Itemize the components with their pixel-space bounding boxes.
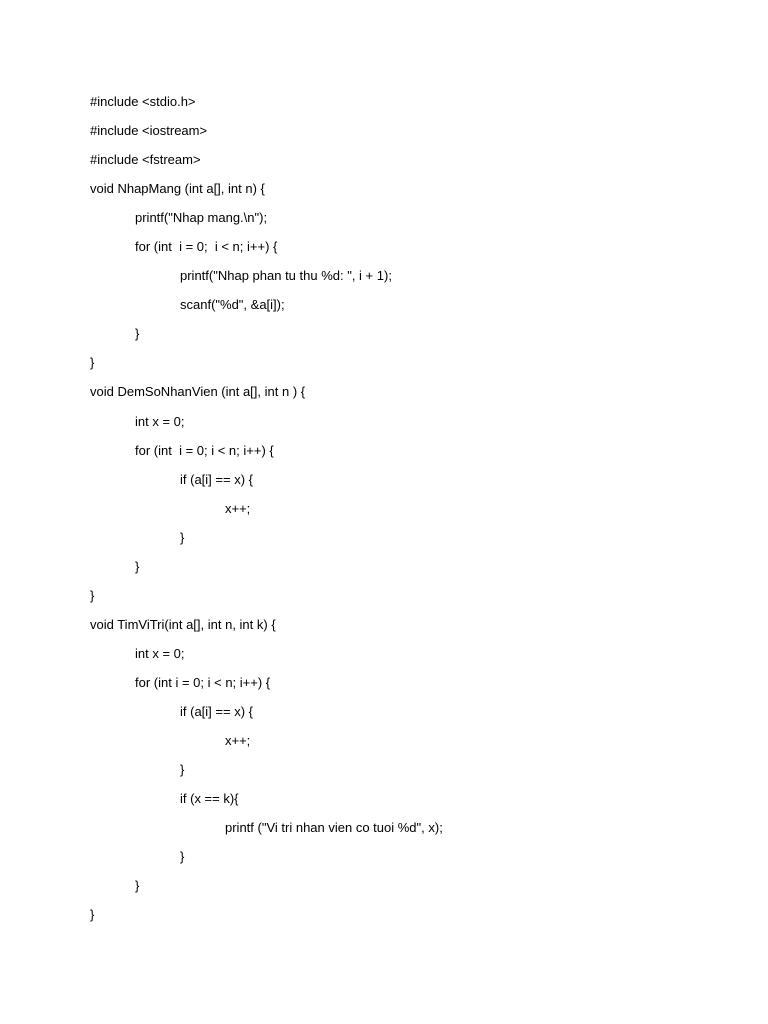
code-line: printf ("Vi tri nhan vien co tuoi %d", x); bbox=[225, 820, 443, 836]
code-line: } bbox=[90, 587, 95, 603]
code-line: #include <fstream> bbox=[90, 152, 201, 168]
code-line: for (int i = 0; i < n; i++) { bbox=[135, 239, 278, 255]
code-listing bbox=[90, 90, 730, 932]
code-line: void NhapMang (int a[], int n) { bbox=[90, 181, 265, 197]
code-line: } bbox=[90, 907, 95, 923]
code-line: } bbox=[180, 849, 185, 865]
code-line: for (int i = 0; i < n; i++) { bbox=[135, 674, 271, 690]
code-line: } bbox=[90, 355, 95, 371]
code-line: printf("Nhap mang.\n"); bbox=[135, 210, 268, 226]
code-line: #include <stdio.h> bbox=[90, 94, 196, 109]
code-line: for (int i = 0; i < n; i++) { bbox=[135, 442, 274, 458]
code-line: if (a[i] == x) { bbox=[180, 703, 253, 719]
code-line: if (x == k){ bbox=[180, 791, 239, 807]
code-line: } bbox=[135, 326, 140, 342]
code-line: } bbox=[180, 762, 185, 778]
code-line: } bbox=[135, 878, 140, 894]
code-line: void DemSoNhanVien (int a[], int n ) { bbox=[90, 384, 306, 400]
code-line: void TimViTri(int a[], int n, int k) { bbox=[90, 616, 276, 632]
code-line: #include <iostream> bbox=[90, 123, 208, 139]
code-line: int x = 0; bbox=[135, 413, 185, 429]
code-line: x++; bbox=[225, 500, 251, 516]
code-line: } bbox=[180, 529, 185, 545]
code-line: if (a[i] == x) { bbox=[180, 471, 253, 487]
code-line: x++; bbox=[225, 733, 251, 749]
code-line: int x = 0; bbox=[135, 645, 185, 661]
code-line: printf("Nhap phan tu thu %d: ", i + 1); bbox=[180, 268, 392, 284]
code-line: scanf("%d", &a[i]); bbox=[180, 297, 285, 313]
code-line: } bbox=[135, 558, 140, 574]
